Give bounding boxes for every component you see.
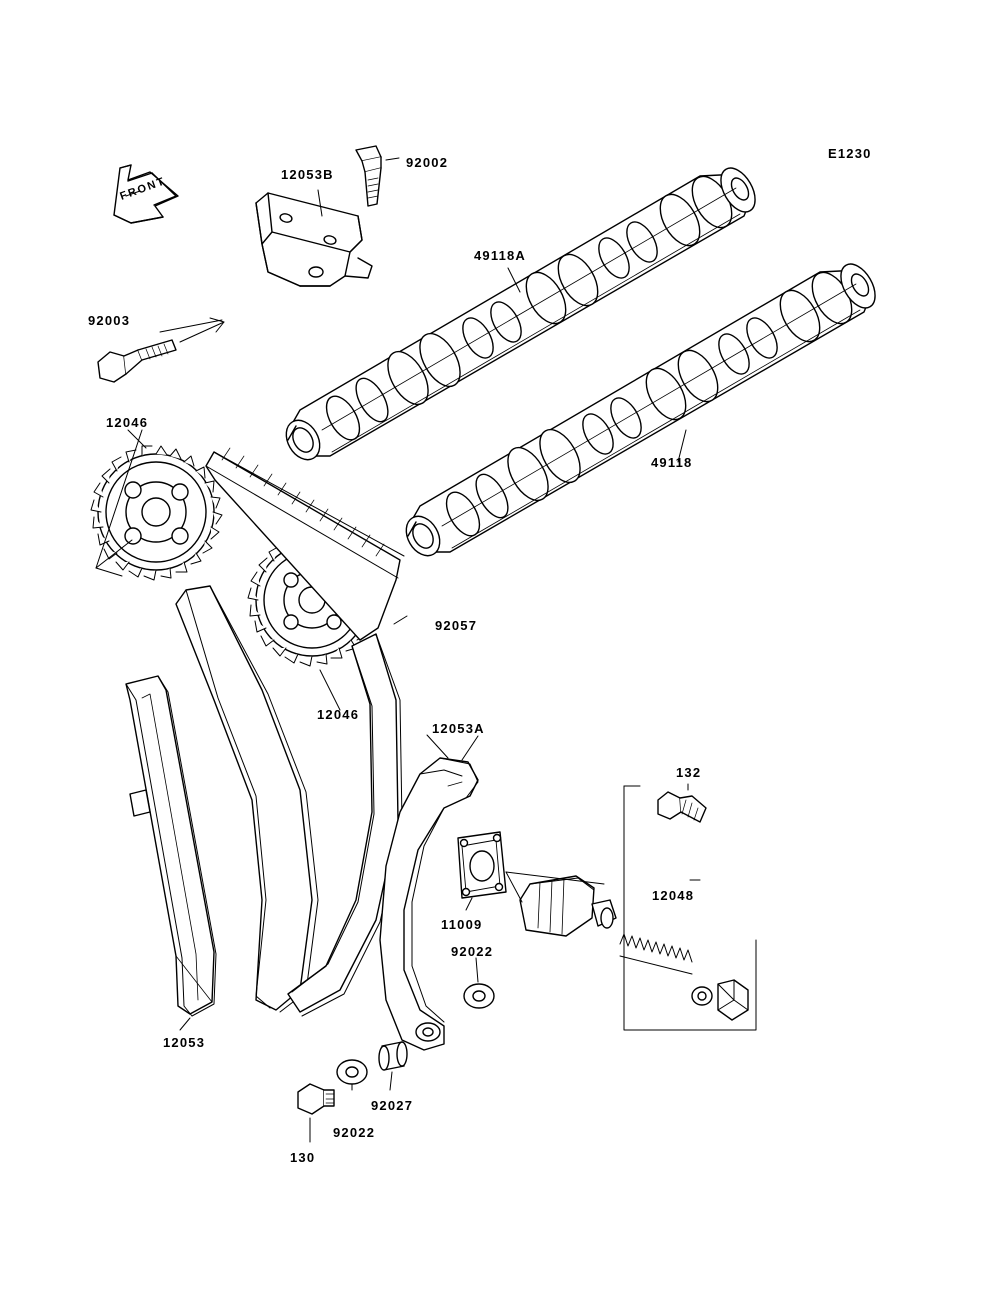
bolt-132 <box>658 784 706 822</box>
part-label-49118A: 49118A <box>474 248 527 263</box>
part-label-92022-top: 92022 <box>451 944 494 959</box>
part-label-12048: 12048 <box>652 888 695 903</box>
part-label-130: 130 <box>290 1150 316 1165</box>
camshaft-49118A <box>280 162 763 465</box>
diagram-code-label: E1230 <box>828 146 872 161</box>
part-label-12053B: 12053B <box>281 167 334 182</box>
part-label-49118: 49118 <box>651 455 693 470</box>
collar-92027 <box>379 1042 407 1090</box>
bolt-92002 <box>356 146 399 206</box>
front-label: FRONT <box>118 175 168 203</box>
part-label-12046-bottom: 12046 <box>317 707 360 722</box>
part-label-12046-top: 12046 <box>106 415 149 430</box>
part-label-92002: 92002 <box>406 155 449 170</box>
part-label-11009: 11009 <box>441 917 483 932</box>
washer-92022-top <box>464 958 494 1008</box>
washer-92022-bottom <box>337 1060 367 1090</box>
bolt-130 <box>298 1084 334 1142</box>
part-label-132: 132 <box>676 765 702 780</box>
chain-tensioner-12048 <box>506 786 756 1030</box>
part-label-92057: 92057 <box>435 618 478 633</box>
part-label-12053: 12053 <box>163 1035 206 1050</box>
bracket-12053B <box>256 193 372 286</box>
gasket-11009 <box>458 832 506 910</box>
sprocket-12046-left <box>91 430 222 580</box>
chain-guide-12053 <box>126 676 216 1016</box>
part-label-12053A: 12053A <box>432 721 485 736</box>
part-label-92022-bottom: 92022 <box>333 1125 376 1140</box>
camshaft-49118 <box>400 258 883 561</box>
part-label-92003: 92003 <box>88 313 131 328</box>
part-label-92027: 92027 <box>371 1098 414 1113</box>
